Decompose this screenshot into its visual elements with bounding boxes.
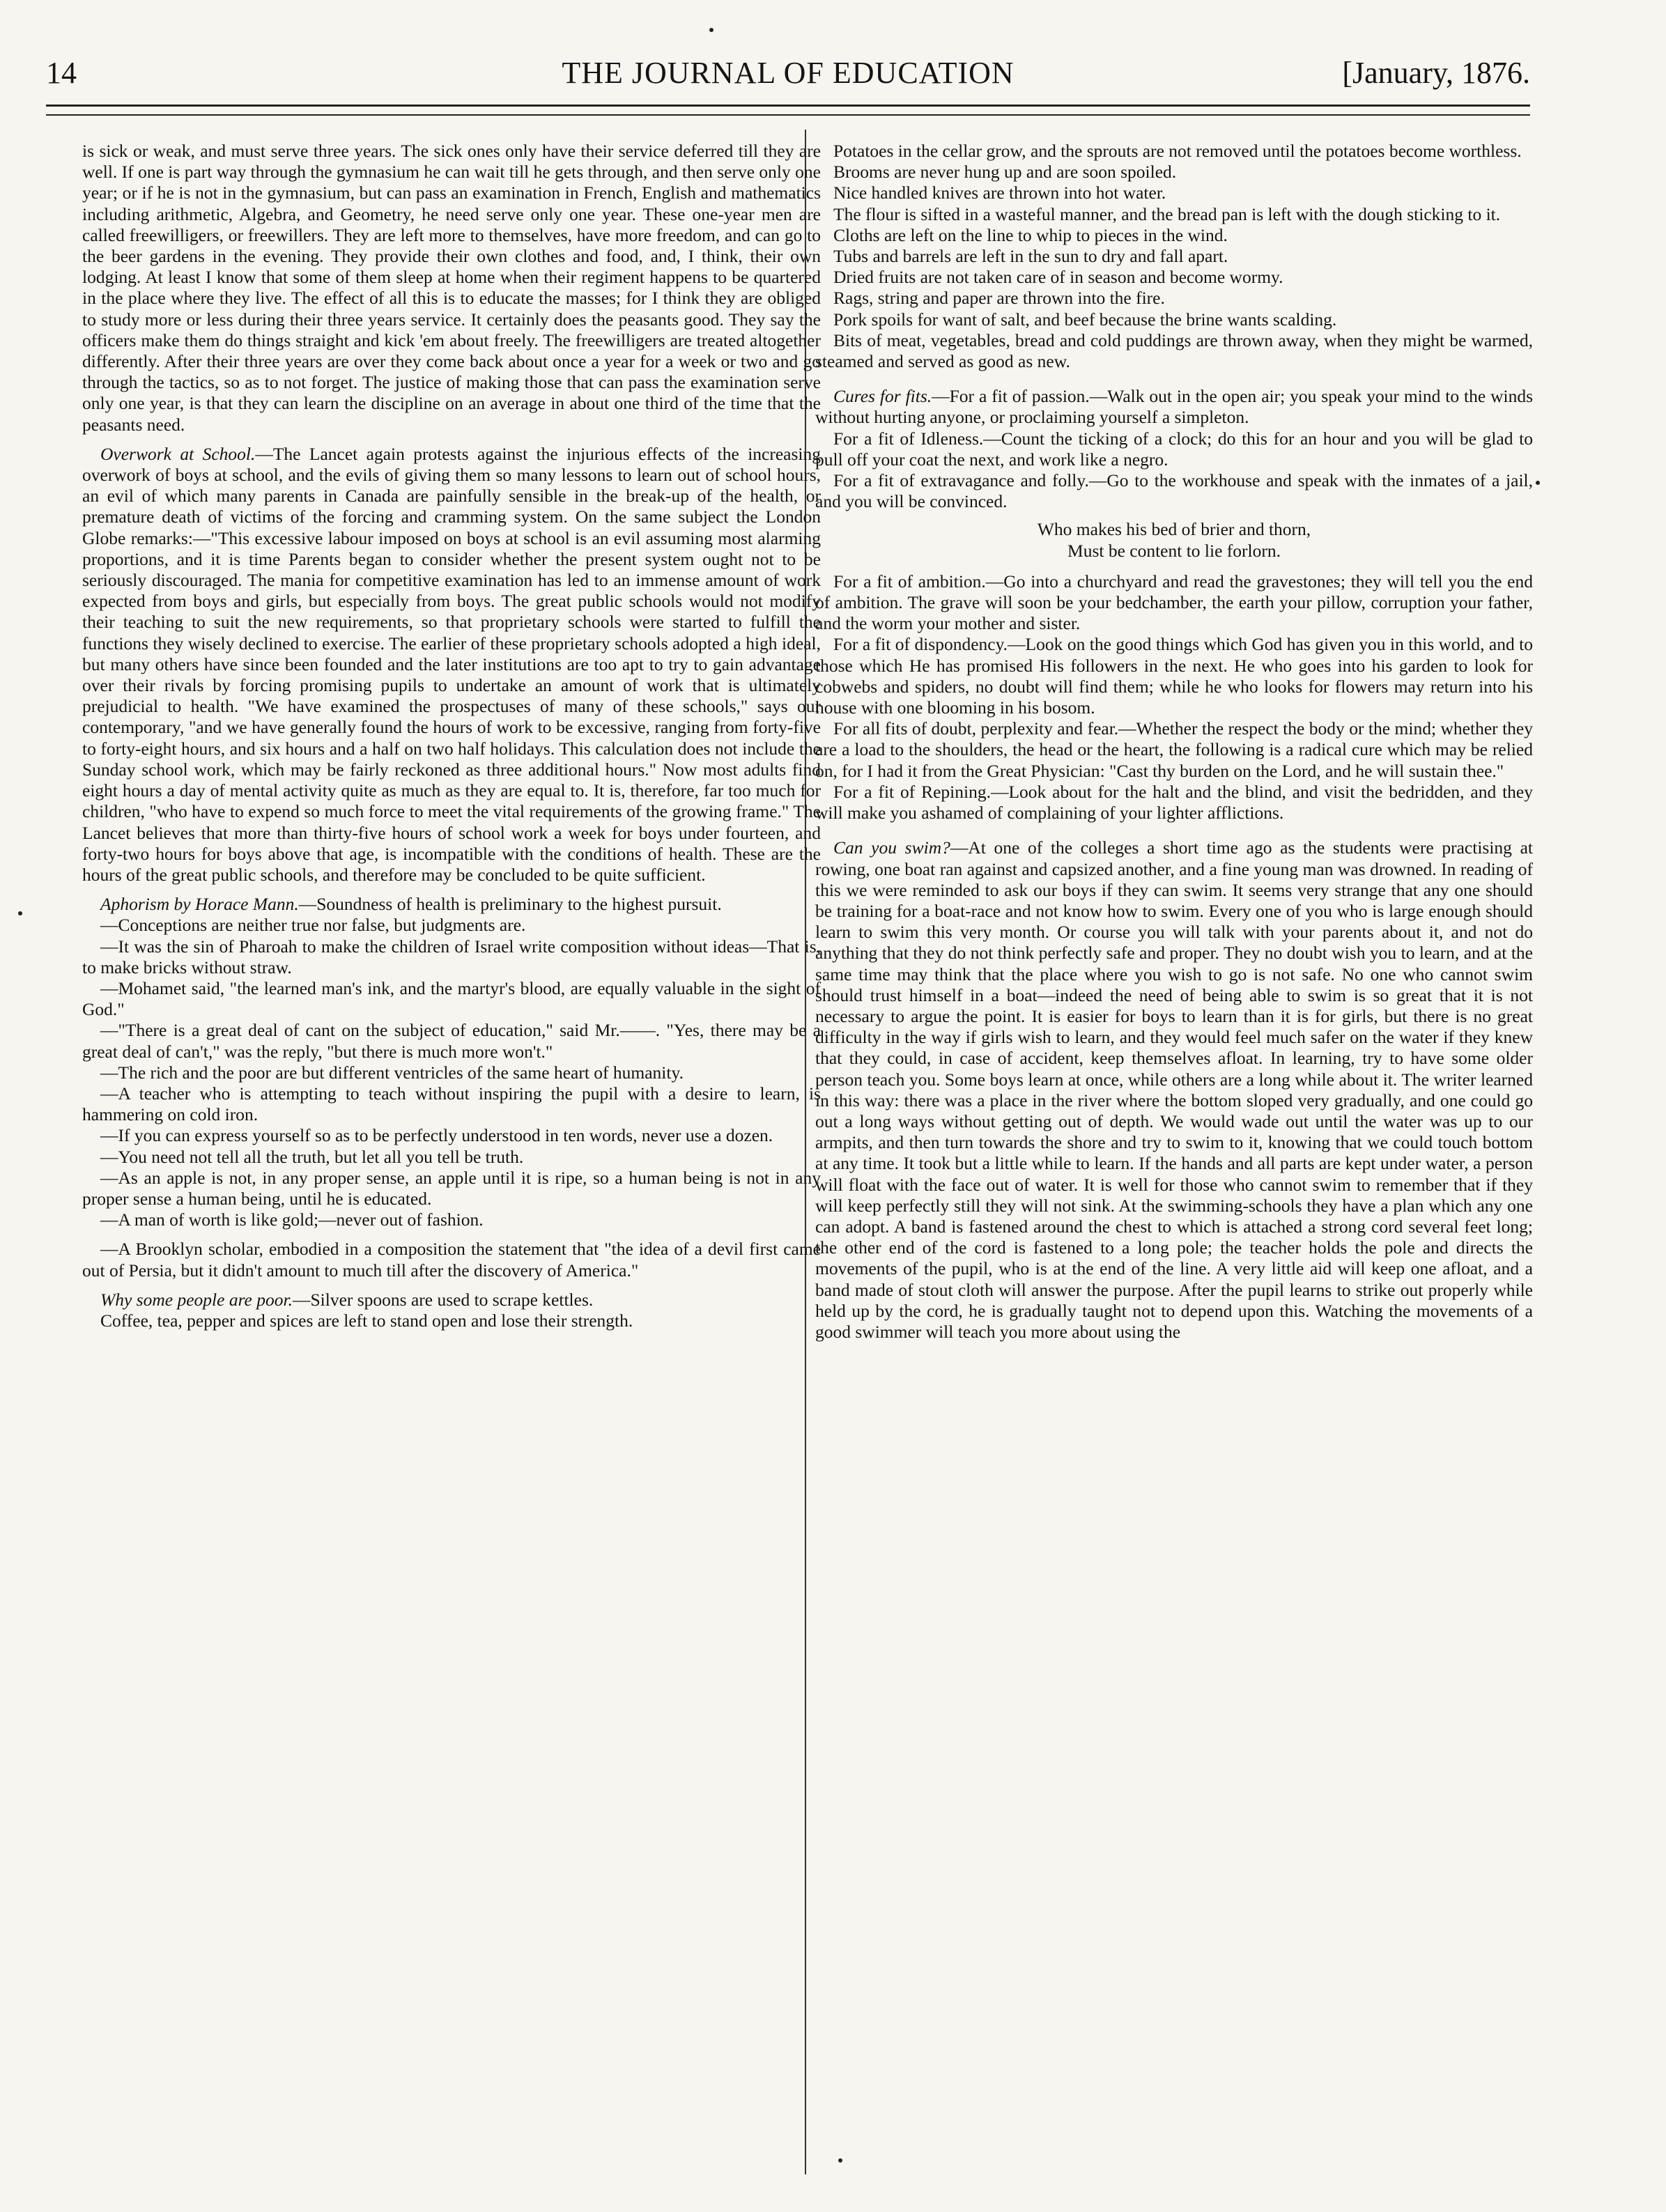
aphorism-item: —Conceptions are neither true nor false, but judgments are.: [100, 915, 526, 936]
cure-item: For all fits of doubt, perplexity and fear.—Whether the respect the body or the mind; whether they are a load to the shoulders, the head or the heart, the following is a radical cure which may be relied on, for I had it from the Great Physician: "Cast thy burden on the Lord, and he will sustain thee.": [815, 718, 1533, 781]
verse-line: Who makes his bed of brier and thorn,: [1037, 519, 1311, 540]
aphorism-item: —Mohamet said, "the learned man's ink, and the martyr's blood, are equally valuable in the sight of God.": [82, 977, 821, 1020]
military-service-paragraph: is sick or weak, and must serve three years. The sick ones only have their service deferred till they are well. If one is part way through the gymnasium he can wait till he gets through, and then serve only one year; or if he is not in the gymnasium, but can pass an examination in French, English and mathematics including arithmetic, Algebra, and Geometry, he need serve only one year. These one-year men are called freewilligers, or freewillers. They are left more to themselves, have more freedom, and can go to the beer gardens in the evening. They provide their own clothes and food, and, I think, their own lodging. At least I know that some of them sleep at home when their regiment happens to be quartered in the place where they live. The effect of all this is to educate the masses; for I think they are obliged to study more or less during their three years service. It certainly does the peasants good. They say the officers make them do things straight and kick 'em about freely. The freewilligers are treated altogether differently. After their three years are over they come back about once a year for a week or two and go through the tactics, so as to not forget. The justice of making those that can pass the examination serve only one year, is that they can learn the discipline on an average in about one third of the time that the peasants need.: [82, 141, 821, 435]
right-column: [815, 141, 1533, 2175]
aphorism-item: —A Brooklyn scholar, embodied in a composition the statement that "the idea of a devil first came out of Persia, but it didn't amount to much till after the discovery of America.": [82, 1239, 821, 1281]
swim-heading: Can you swim?: [833, 837, 950, 858]
poor-item: Bits of meat, vegetables, bread and cold puddings are thrown away, when they might be warmed, steamed and served as good as new.: [815, 330, 1533, 372]
cures-heading: Cures for fits.: [833, 386, 932, 407]
poor-article: [82, 1290, 821, 1310]
issue-date: [January, 1876.: [1342, 56, 1530, 90]
aphorism-item: —A man of worth is like gold;—never out of fashion.: [100, 1209, 484, 1230]
poor-item: Dried fruits are not taken care of in season and become wormy.: [833, 267, 1283, 288]
verse-line: Must be content to lie forlorn.: [1067, 540, 1281, 561]
aphorism-heading: Aphorism by Horace Mann.: [100, 894, 299, 915]
aphorism-item: —A teacher who is attempting to teach without inspiring the pupil with a desire to learn, is hammering on cold iron.: [82, 1083, 821, 1125]
cure-item: For a fit of dispondency.—Look on the good things which God has given you in this world, and to those which He has promised His followers in the next. He who goes into his garden to look for cobwebs and spiders, no doubt will find them; while he who looks for flowers may return into his house with one blooming in his bosom.: [815, 634, 1533, 718]
cure-item: For a fit of Repining.—Look about for the halt and the blind, and visit the bedridden, and they will make you ashamed of complaining of your lighter afflictions.: [815, 781, 1533, 823]
cure-item: For a fit of extravagance and folly.—Go to the workhouse and speak with the inmates of a jail, and you will be convinced.: [815, 470, 1533, 512]
poor-item: Potatoes in the cellar grow, and the sprouts are not removed until the potatoes become worthless.: [833, 141, 1522, 161]
aphorism-item: —As an apple is not, in any proper sense, an apple until it is ripe, so a human being is not in any proper sense a human being, until he is educated.: [82, 1167, 821, 1209]
overwork-article: [82, 444, 821, 885]
header-rule-top: [46, 105, 1530, 107]
poor-item: Tubs and barrels are left in the sun to dry and fall apart.: [833, 246, 1228, 267]
aphorism-item: —If you can express yourself so as to be perfectly understood in ten words, never use a dozen.: [100, 1125, 773, 1146]
poor-heading: Why some people are poor.: [100, 1289, 293, 1310]
ink-speck: [709, 28, 714, 32]
poor-item: Brooms are never hung up and are soon spoiled.: [833, 162, 1177, 183]
ink-speck: [1536, 481, 1540, 485]
ink-speck: [18, 911, 22, 915]
poor-item: Nice handled knives are thrown into hot water.: [833, 183, 1166, 203]
cure-item: For a fit of ambition.—Go into a churchyard and read the gravestones; they will tell you the end of ambition. The grave will soon be your bedchamber, the earth your pillow, corruption your father, and the worm your mother and sister.: [815, 571, 1533, 634]
left-column: [82, 141, 821, 2175]
poor-text: —Silver spoons are used to scrape kettles.: [292, 1289, 594, 1310]
swim-article: [815, 837, 1533, 1343]
swim-text: —At one of the colleges a short time ago as the students were practising at rowing, one boat ran against and capsized another, and a fine young man was drowned. In reading of this we were reminded to ask our boys if they can swim. It seems very strange that any one should be training for a boat-race and not know how to swim. Every one of you who is large enough should learn to swim this very month. Or course you will talk with your parents about it, and not do anything that they do not think perfectly safe and proper. They no doubt wish you to learn, and at the same time may think that the place where you wish to go is not safe. No one who cannot swim should trust himself in a boat—indeed the need of being able to swim is so great that it is not necessary to argue the point. It is easier for boys to learn than it is for girls, but there is no great difficulty in the way if girls wish to learn, and they would feel much safer on the water if they knew that they could, in case of accident, keep themselves afloat. In learning, try to have some older person teach you. Some boys learn at once, while others are a long while about it. The writer learned in this way: there was a place in the river where the bottom sloped very gradually, and one could go out a long ways without getting out of depth. We would wade out until the water was up to our armpits, and then turn towards the shore and try to swim to it, knowing that we could touch bottom at any time. It took but a little while to learn. If the hands and all parts are kept under water, a person will float with the face out of water. It is well for those who cannot swim to remember that if they will keep perfectly still they will not sink. At the swimming-schools they have a plan which any one can adopt. A band is fastened around the chest to which is attached a strong cord several feet long; the other end of the cord is fastened to a long pole; the teacher holds the pole and directs the movements of the pupil, who is at the end of the line. A very little aid will keep one afloat, and a band made of stout cloth will answer the purpose. After the pupil learns to strike out properly while held up by the cord, he is gradually taught not to depend upon this. Watching the movements of a good swimmer will teach you more about using the: [815, 837, 1533, 1342]
poor-item: Pork spoils for want of salt, and beef because the brine wants scalding.: [833, 309, 1337, 330]
header-rule-bottom: [46, 114, 1530, 116]
aphorism-item: —"There is a great deal of cant on the subject of education," said Mr.——. "Yes, there may be a great deal of can't," was the reply, "but there is much more won't.": [82, 1020, 821, 1062]
poor-item: The flour is sifted in a wasteful manner, and the bread pan is left with the dough sticking to it.: [833, 203, 1501, 224]
overwork-text: —The Lancet again protests against the injurious effects of the increasing overwork of boys at school, and the evils of giving them so many lessons to learn out of school hours, an evil of which many parents in Canada are painfully sensible in the break-up of the health, or premature death of victims of the forcing and cramming system. On the same subject the London Globe remarks:—"This excessive labour imposed on boys at school is an evil assuming most alarming proportions, and it is time Parents began to consider whether the present system ought not to be seriously discouraged. The mania for competitive examination has led to an immense amount of work expected from boys and girls, but especially from boys. The great public schools would not modify their teaching to suit the new requirements, so that proprietary schools were started to fulfill the functions they wisely declined to exercise. The earlier of these proprietary schools adopted a high ideal, but many others have since been founded and the later institutions are too apt to try to gain advantage over their rivals by forcing promising pupils to undertake an amount of work that is ultimately prejudicial to health. "We have examined the prospectuses of many of these schools," says our contemporary, "and we have generally found the hours of work to be excessive, ranging from forty-five to forty-eight hours, and six hours and a half on two half holidays. This calculation does not include the Sunday school work, which may be fairly reckoned as three additional hours." Now most adults find eight hours a day of mental activity quite as much as they are equal to. It is, therefore, far too much for children, "who have to expend so much force to meet the vital requirements of the growing frame." The Lancet believes that more than thirty-five hours of school work a week for boys under fourteen, and forty-two hours for boys above that age, is incompatible with the conditions of health. These are the hours of the great public schools, and therefore may be concluded to be quite sufficient.: [82, 443, 821, 885]
overwork-heading: Overwork at School.: [100, 443, 256, 464]
poor-item: Coffee, tea, pepper and spices are left to stand open and lose their strength.: [100, 1310, 633, 1331]
journal-title: THE JOURNAL OF EDUCATION: [562, 56, 1015, 90]
poor-item: Rags, string and paper are thrown into the fire.: [833, 288, 1165, 309]
page-number: 14: [46, 56, 77, 90]
verse: [815, 519, 1533, 561]
page-header: [46, 49, 1530, 98]
cure-item: For a fit of Idleness.—Count the ticking of a clock; do this for an hour and you will be glad to pull off your coat the next, and work like a negro.: [815, 428, 1533, 470]
poor-item: Cloths are left on the line to whip to pieces in the wind.: [833, 224, 1228, 245]
cures-article: [815, 386, 1533, 428]
aphorism-text: —Soundness of health is preliminary to the highest pursuit.: [298, 894, 722, 915]
aphorism-article: [82, 894, 821, 915]
cures-text: —For a fit of passion.—Walk out in the open air; you speak your mind to the winds without hurting anyone, or proclaiming yourself a simpleton.: [815, 386, 1533, 428]
aphorism-item: —The rich and the poor are but different ventricles of the same heart of humanity.: [100, 1062, 684, 1083]
aphorism-item: —You need not tell all the truth, but let all you tell be truth.: [100, 1146, 524, 1167]
aphorism-item: —It was the sin of Pharoah to make the children of Israel write composition without ideas—That is, to make bricks without straw.: [82, 936, 821, 977]
